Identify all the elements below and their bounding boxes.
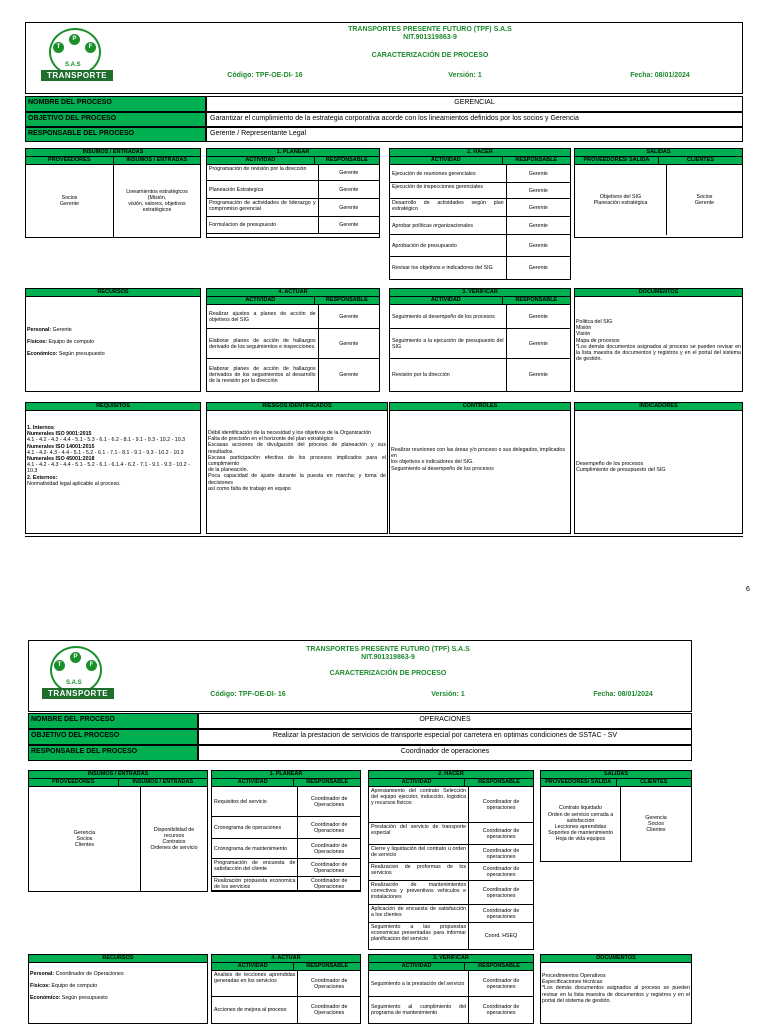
doc-code: Código: TPF-OE-DI- 16 (227, 72, 303, 79)
responsible-text: Coordinador de operaciones (482, 907, 520, 920)
hacer-row (369, 904, 533, 922)
responsible-text: Coordinador de Operaciones (310, 1004, 348, 1016)
riesgos-value: Débil identificación de la necesidad y los objetivos de la Organización Falta de precisión en el horizonte del plan estratégico Escasas acciones de divulgación del proceso de planeación y sus resultados. Escasa participación efectiva de los procesos implicados para el cumplimiento de la planeación. Poca capacidad de ajuste durante la puesta en marcha; y toma de decisiones así como falta de trabajo en equipo (208, 430, 386, 492)
responsible-text: Gerente (339, 372, 359, 378)
actuar-row (212, 970, 360, 996)
logo-sas: S.A.S (66, 680, 82, 686)
actividad-col: ACTIVIDAD (212, 963, 294, 970)
doc-code: Código: TPF-OE-DI- 16 (210, 691, 286, 698)
hacer-section (368, 770, 534, 950)
activity-text: Aplicación de encuesta de satisfacción a los clientes (369, 905, 469, 922)
documentos-value: Politica del SIG Misión Visión Mapa de procesos *Los demás documentos asignados al proceso se pueden revisar en la lista maestra de documentos y registros y en el portal del sistema de gestión. (576, 319, 741, 363)
verificar-section (389, 288, 571, 392)
controles-title: CONTROLES (390, 403, 570, 411)
responsable-col: RESPONSABLE (478, 963, 520, 969)
responsible-text: Gerente (528, 313, 548, 320)
actuar-section (206, 288, 380, 392)
doc-version: Versión: 1 (448, 72, 482, 79)
actividad-col: ACTIVIDAD (369, 963, 465, 970)
req-text: 4.1 - 4.2 - 4.3 - 4.4 - 5.1 - 5.2 - 6.1 - 6.1.4 - 6.2 - 7.1 - 9.1 - 9.3 - 10.2 - 10.3 (27, 462, 190, 475)
activity-text: Seguimiento a las propuestas economicas presentadas para informar planificacion del servicio (369, 923, 469, 949)
activity-text: Realizacion de proformas de los servicios (369, 863, 469, 880)
actividad-col: ACTIVIDAD (207, 297, 315, 304)
page-number: 6 (746, 586, 750, 593)
clientes-col: CLIENTES (640, 779, 668, 785)
salidas-section (574, 148, 743, 238)
activity-text: Revisar los objetivos e indicadores del SIG (390, 257, 507, 279)
sheet-bottom-rule (25, 536, 743, 537)
responsible-text: Coordinador de Operaciones (310, 861, 348, 874)
activity-text: Programación de revisión por la dirección (207, 165, 319, 180)
salidas-value: Objetivos del SIG Planeación estratégica (575, 165, 667, 235)
hacer-row (390, 216, 570, 234)
activity-text: Seguimiento a la prestación del servicio (369, 971, 469, 996)
recurso-key: Personal: (27, 327, 52, 333)
insumos-subheader (26, 157, 200, 165)
responsible-text: Gerente (528, 170, 548, 177)
activity-text: Aprobación de presupuesto (390, 235, 507, 256)
planear-row (212, 876, 360, 891)
planear-row (207, 164, 379, 180)
responsable-col: RESPONSABLE (306, 963, 349, 969)
objetivo-value: Garantizar el cumplimiento de la estrategia corporativa acorde con los lineamientos definidos por los socios y Gerencia (206, 112, 743, 127)
recurso-value: Según presupuesto (57, 351, 105, 358)
responsable-value: Gerente / Representante Legal (206, 127, 743, 142)
responsible-text: Gerente (528, 372, 548, 378)
activity-text: Apresiamiento del contrato Selección del equipo ejecutor, inducción, logistica y recursos fisicos (369, 787, 469, 822)
indicadores-value: Desempeño de los procesos Cumplimiento de presupuesto del SIG (576, 461, 666, 474)
recursos-section (25, 288, 201, 392)
hacer-title: 2. HACER (390, 149, 570, 157)
hacer-row (390, 182, 570, 198)
responsible-text: Gerente (339, 222, 359, 228)
planear-title: 1. PLANEAR (212, 771, 360, 779)
actuar-row (207, 304, 379, 328)
activity-text: Elaborar planes de acción de hallazgos derivados de los seguimientos al desarrollo de la revisión por la dirección (207, 359, 319, 391)
logo-letter: F (85, 42, 96, 53)
responsible-text: Coordinador de operaciones (482, 827, 520, 840)
documentos-section (540, 954, 692, 1024)
nombre-value: OPERACIONES (198, 713, 692, 729)
recursos-title: RECURSOS (29, 955, 207, 963)
activity-text: Revisión por la dirección (390, 359, 507, 391)
responsible-text: Coordinador de operaciones (482, 847, 520, 860)
hacer-row (369, 786, 533, 822)
insumos-value: Lineamientos estratégicos (Misión, visión, valores, objetivos estratégicos (126, 188, 188, 214)
company-name: TRANSPORTES PRESENTE FUTURO (TPF) S.A.S (306, 646, 470, 653)
insumos-section (25, 148, 201, 238)
activity-text: Aprobar políticas organizacionales (390, 217, 507, 234)
req-bold: Numerales ISO 14001:2015 (27, 443, 95, 450)
activity-text: Planeación Estrategica (207, 181, 319, 198)
insumos-title: INSUMOS / ENTRADAS (26, 149, 200, 157)
logo-letter: T (54, 660, 65, 671)
planear-row (207, 216, 379, 234)
activity-text: Realizar ajustes a planes de acción de objetivos del SIG (207, 305, 319, 328)
activity-text: Requisitos del servicio (212, 787, 298, 816)
nombre-value: GERENCIAL (206, 96, 743, 112)
actuar-title: 4. ACTUAR (207, 289, 379, 297)
actividad-col: ACTIVIDAD (212, 779, 294, 786)
responsible-text: Gerente (528, 204, 548, 211)
activity-text: Seguimiento al desempeño de los procesos (390, 305, 507, 328)
verificar-section (368, 954, 534, 1024)
responsible-text: Gerente (339, 186, 359, 193)
responsable-col: RESPONSABLE (478, 779, 520, 785)
req-text: Normatividad legal aplicable al proceso. (27, 480, 121, 487)
planear-section (206, 148, 380, 238)
responsable-col: RESPONSABLE (325, 297, 368, 303)
documentos-section (574, 288, 743, 392)
documentos-value: Procedimientos Operativos Especificaciones técnicas *Los demás documentos asignados al proceso se pueden revisar en la lista maestra de documentos y registros y en el portal del sistema de gestión. (542, 973, 690, 1004)
responsable-col: RESPONSABLE (306, 779, 349, 785)
doc-date: Fecha: 08/01/2024 (593, 691, 653, 698)
responsible-text: Gerente (528, 340, 548, 347)
responsible-text: Coordinador de Operaciones (310, 842, 348, 855)
responsible-text: Coordinador de Operaciones (310, 821, 348, 834)
req-text: 4.1 - 4.2 - 4.3 - 4.4 - 5.1 - 5.3 - 6.1 - 6.2 - 8.1 - 9.1 - 9.3 - 10.2 - 10.3 (27, 437, 186, 444)
actuar-row (207, 328, 379, 358)
activity-text: Formulacion de presupuesto (207, 217, 319, 233)
req-bold: 1. Internos (27, 425, 54, 431)
salidas-section (540, 770, 692, 862)
objetivo-value: Realizar la prestacion de servicios de transporte especial por carretera en optimas condiciones de SSTAC - SV (198, 729, 692, 745)
logo-letter: P (70, 652, 81, 663)
riesgos-section (206, 402, 388, 534)
responsible-text: Coordinador de Operaciones (310, 977, 348, 990)
responsible-text: Coordinador de Operaciones (310, 877, 348, 890)
responsible-text: Gerente (528, 222, 548, 229)
planear-row (212, 816, 360, 838)
recurso-key: Físicos: (30, 983, 51, 990)
doc-version: Versión: 1 (431, 691, 465, 698)
activity-text: Elaborar planes de acción de hallazgos derivado de los seguimientos e inspecciones. (207, 329, 319, 358)
req-bold: 2. Externos: (27, 474, 58, 481)
requisitos-section (25, 402, 201, 534)
responsable-col: RESPONSABLE (325, 157, 368, 163)
verificar-row (369, 970, 533, 996)
planear-row (212, 838, 360, 858)
planear-row (212, 786, 360, 816)
responsible-text: Gerente (528, 265, 548, 271)
nombre-label: NOMBRE DEL PROCESO (28, 713, 198, 729)
company-logo (39, 28, 117, 88)
planear-row (207, 198, 379, 216)
planear-title: 1. PLANEAR (207, 149, 379, 157)
requisitos-title: REQUISITOS (26, 403, 200, 411)
activity-text: Cronograma de operaciones (212, 817, 298, 838)
insumos-col: INSUMOS / ENTRADAS (132, 779, 194, 785)
activity-text: Cronograma de mantenimiento (212, 839, 298, 858)
hacer-title: 2. HACER (369, 771, 533, 779)
hacer-row (369, 822, 533, 844)
activity-text: Ejecución de inspecciones gerenciales (390, 183, 507, 198)
nombre-label: NOMBRE DEL PROCESO (25, 96, 206, 112)
riesgos-title: RIESGOS IDENTIFICADOS (207, 403, 387, 411)
hacer-row (390, 198, 570, 216)
indicadores-title: INDICADORES (575, 403, 742, 411)
activity-text: Realización propuesta economica de los servicios (212, 877, 298, 890)
req-text: 4.1 - 4.2- 4.3 - 4.4 - 5.1 - 5.2 - 6.1 - 7.1 - 8.1 - 9.1 - 9.3 - 10.2 - 10.3 (27, 449, 184, 456)
recurso-key: Físicos: (27, 339, 48, 346)
responsible-text: Coord. HSEQ (484, 933, 518, 939)
salidas-value: Contrato liquidado Orden de servicio cerrada a satisfacción Lecciones aprendidas Soportes de mantenimiento Hoja de vida equipos (541, 787, 621, 861)
salidas-subheader (575, 157, 742, 165)
prov-salida-col: PROVEEDORES/ SALIDA (541, 779, 617, 786)
sheet-2 (28, 640, 692, 1024)
req-text: : (53, 425, 56, 431)
hacer-row (390, 164, 570, 182)
planear-row (207, 180, 379, 198)
actuar-title: 4. ACTUAR (212, 955, 360, 963)
responsible-text: Gerente (339, 204, 359, 211)
prov-salida-col: PROVEEDORES/ SALIDA (575, 157, 659, 164)
insumos-subheader (29, 779, 207, 787)
recursos-list (30, 971, 205, 1002)
activity-text: Acciones de mejora al proceso (212, 997, 298, 1023)
indicadores-section (574, 402, 743, 534)
responsible-text: Coordinador de operaciones (482, 865, 520, 878)
actividad-col: ACTIVIDAD (207, 157, 315, 164)
req-bold: Numerales ISO 9001:2015 (27, 431, 92, 438)
insumos-col: INSUMOS / ENTRADAS (126, 157, 188, 163)
recurso-value: Gerente (51, 327, 72, 333)
verificar-title: 3. VERIFICAR (390, 289, 570, 297)
documentos-title: DOCUMENTOS (575, 289, 742, 297)
activity-text: Programación de encuesta de satisfacción del cliente (212, 859, 298, 876)
logo-letter: T (53, 42, 64, 53)
company-name: TRANSPORTES PRESENTE FUTURO (TPF) S.A.S (348, 26, 512, 33)
hacer-row (369, 844, 533, 862)
logo-word: TRANSPORTE (42, 688, 114, 699)
controles-section (389, 402, 571, 534)
salidas-title: SALIDAS (541, 771, 691, 779)
recurso-key: Económico: (27, 351, 58, 358)
hacer-row (369, 922, 533, 949)
responsible-text: Gerente (339, 169, 359, 176)
salidas-title: SALIDAS (575, 149, 742, 157)
actuar-row (207, 358, 379, 391)
activity-text: Ejecución de reuniones gerenciales (390, 165, 507, 182)
responsable-value: Coordinador de operaciones (198, 745, 692, 761)
responsible-text: Gerente (528, 187, 548, 194)
actuar-section (211, 954, 361, 1024)
recursos-section (28, 954, 208, 1024)
logo-word: TRANSPORTE (41, 70, 113, 81)
recurso-value: Según presupuesto (60, 995, 108, 1002)
responsible-text: Coordinador de Operaciones (310, 795, 348, 808)
company-nit: NIT.901319863-9 (403, 34, 457, 41)
activity-text: Cierre y liquidación del contrato u orden de servicio (369, 845, 469, 862)
activity-text: Seguimiento al cumplimiento del programa de mantenimiento (369, 997, 469, 1023)
responsible-text: Coordinador de operaciones (482, 886, 520, 899)
actividad-col: ACTIVIDAD (369, 779, 465, 786)
verificar-row (369, 996, 533, 1023)
recursos-title: RECURSOS (26, 289, 200, 297)
proveedores-value: Gerencia Socios Clientes (29, 787, 141, 891)
proveedores-value: Socios Gerente (26, 165, 114, 237)
actividad-col: ACTIVIDAD (390, 297, 503, 304)
activity-text: Analisis de lecciones aprendidas generadas en los servicios (212, 971, 298, 996)
hacer-section (389, 148, 571, 280)
sheet-1 (25, 22, 743, 536)
verificar-title: 3. VERIFICAR (369, 955, 533, 963)
requisitos-list (27, 425, 199, 487)
verificar-row (390, 304, 570, 328)
doc-title: CARACTERIZACIÓN DE PROCESO (329, 670, 447, 677)
responsible-text: Coordinador de operaciones (482, 798, 520, 811)
planear-section (211, 770, 361, 892)
activity-text: Prestación del servicio de transporte especial (369, 823, 469, 844)
doc-date: Fecha: 08/01/2024 (630, 72, 690, 79)
verificar-row (390, 328, 570, 358)
responsable-label: RESPONSABLE DEL PROCESO (28, 745, 198, 761)
insumos-title: INSUMOS / ENTRADAS (29, 771, 207, 779)
planear-row (212, 858, 360, 876)
company-nit: NIT.901319863-9 (361, 654, 415, 661)
logo-sas: S.A.S (65, 62, 81, 68)
clientes-value: Gerencia Socios Clientes (645, 814, 667, 834)
clientes-col: CLIENTES (686, 157, 715, 163)
recurso-value: Equipo de computo (47, 339, 95, 346)
salidas-subheader (541, 779, 691, 787)
logo-letter: P (69, 34, 80, 45)
responsible-text: Gerente (528, 242, 548, 249)
actividad-col: ACTIVIDAD (390, 157, 503, 164)
recurso-key: Personal: (30, 971, 55, 977)
hacer-row (369, 880, 533, 904)
req-bold: Numerales ISO 45001:2018 (27, 456, 95, 463)
responsible-text: Gerente (339, 340, 359, 347)
verificar-row (390, 358, 570, 391)
responsible-text: Coordinador de operaciones (482, 977, 520, 990)
responsable-col: RESPONSABLE (515, 157, 558, 163)
hacer-row (369, 862, 533, 880)
objetivo-label: OBJETIVO DEL PROCESO (25, 112, 206, 127)
company-logo (40, 646, 118, 706)
responsable-col: RESPONSABLE (515, 297, 558, 303)
actuar-row (212, 996, 360, 1023)
proveedores-col: PROVEEDORES (29, 779, 119, 786)
activity-text: Desarrollo de actividades según plan estratégico (390, 199, 507, 216)
controles-value: Realizar reuniones con las áreas y/o proceso o sus delegados, implicados en los objetivos e indicadores del SIG. Seguimiento al desempeño de los procesos (391, 447, 566, 472)
activity-text: Realización de mantenimientos correctivos y preventivos vehiculos e instalaciones (369, 881, 469, 904)
clientes-value: Socios Gerente (694, 193, 715, 206)
hacer-row (390, 256, 570, 279)
insumos-section (28, 770, 208, 892)
activity-text: Seguimiento a la ejecución de presupuesto del SIG (390, 329, 507, 358)
recursos-list (27, 327, 197, 358)
insumos-value: Disponibilidad de recursos Contratos Ordenes de servicio (150, 826, 198, 852)
objetivo-label: OBJETIVO DEL PROCESO (28, 729, 198, 745)
recurso-value: Coordinador de Operaciones (54, 971, 124, 977)
logo-letter: F (86, 660, 97, 671)
recurso-key: Económico: (30, 995, 61, 1002)
recurso-value: Equipo de computo (50, 983, 98, 990)
responsible-text: Coordinador de operaciones (482, 1004, 520, 1016)
responsable-label: RESPONSABLE DEL PROCESO (25, 127, 206, 142)
documentos-title: DOCUMENTOS (541, 955, 691, 963)
proveedores-col: PROVEEDORES (26, 157, 114, 164)
doc-title: CARACTERIZACIÓN DE PROCESO (371, 52, 489, 59)
hacer-row (390, 234, 570, 256)
responsible-text: Gerente (339, 313, 359, 320)
activity-text: Programación de actividades de liderazgo y compromiso gerencial (207, 199, 319, 216)
